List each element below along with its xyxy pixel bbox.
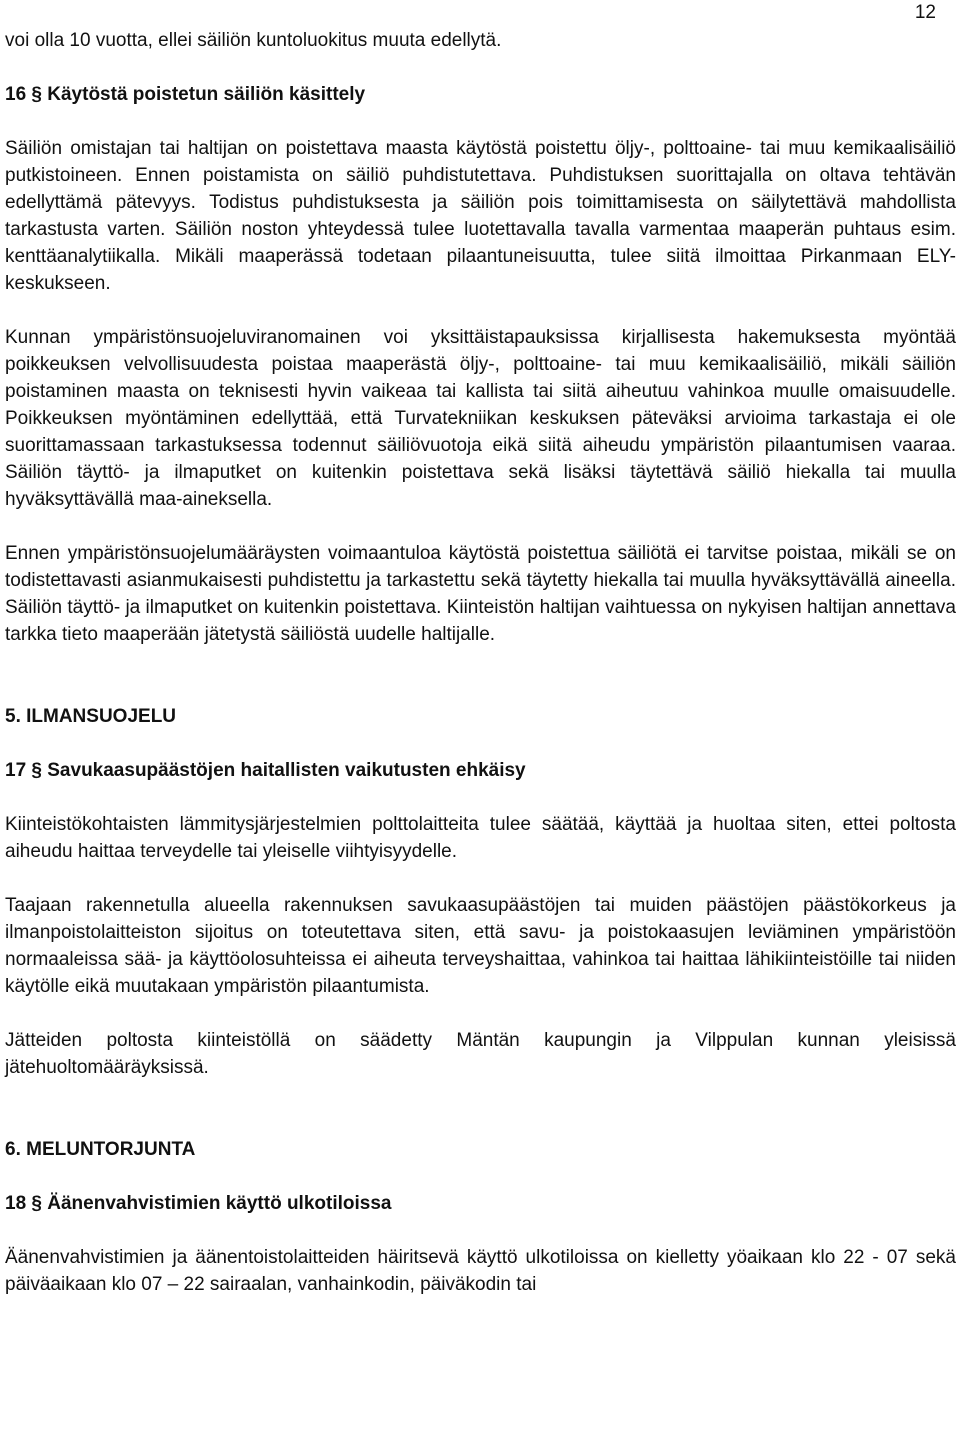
lead-text: voi olla 10 vuotta, ellei säiliön kuntoluokitus muuta edellytä. [5, 30, 502, 51]
page-number: 12 [914, 2, 936, 23]
section-17-heading: 17 § Savukaasupäästöjen haitallisten vaikutusten ehkäisy [5, 760, 526, 781]
document-body [5, 27, 956, 1298]
section-16-paragraph-2: Kunnan ympäristönsuojeluviranomainen voi yksittäistapauksissa kirjallisesta hakemuksesta myöntää poikkeuksen velvollisuudesta poistaa maaperästä öljy-, polttoaine- tai muu kemikaalisäiliö, mikäli säiliön poistaminen maasta on teknisesti hyvin vaikeaa tai kallista tai siitä aiheutuu vahinkoa muulle omaisuudelle. Poikkeuksen myöntäminen edellyttää, että Turvatekniikan keskuksen päteväksi arvioima tarkastaja ei ole suorittamassaan tarkastuksessa todennut säiliövuotoja eikä siitä aiheudu ympäristön pilaantumisen vaaraa. Säiliön täyttö- ja ilmaputket on kuitenkin poistettava sekä lisäksi täytettävä säiliö hiekalla tai muulla hyväksyttävällä maa-aineksella. [5, 327, 956, 510]
section-17-paragraph-2: Taajaan rakennetulla alueella rakennuksen savukaasupäästöjen tai muiden päästöjen päästökorkeus ja ilmanpoistolaitteiston sijoitus on toteutettava siten, että savu- ja poistokaasujen leviäminen ympäristöön normaaleissa sää- ja käyttöolosuhteissa ei aiheuta terveyshaittaa, vahinkoa tai haittaa lähikiinteistöille tai niiden käytölle eikä muutakaan ympäristön pilaantumista. [5, 895, 956, 997]
chapter-6-heading: 6. MELUNTORJUNTA [5, 1139, 196, 1160]
section-18-heading: 18 § Äänenvahvistimien käyttö ulkotiloissa [5, 1193, 392, 1214]
section-18-paragraph-1: Äänenvahvistimien ja äänentoistolaitteiden häiritsevä käyttö ulkotiloissa on kielletty yöaikaan klo 22 - 07 sekä päiväaikaan klo 07 – 22 sairaalan, vanhainkodin, päiväkodin tai [5, 1247, 956, 1295]
section-16-paragraph-1: Säiliön omistajan tai haltijan on poistettava maasta käytöstä poistettu öljy-, polttoaine- tai muu kemikaalisäiliö putkistoineen. Ennen poistamista on säiliö puhdistutettava. Puhdistuksen suorittajalla on oltava tehtävän edellyttämä pätevyys. Todistus puhdistuksesta ja säiliön pois toimittamisesta on säilytettävä mahdollista tarkastusta varten. Säiliön noston yhteydessä tulee luotettavalla tavalla varmentaa maaperän puhtaus esim. kenttäanalytiikalla. Mikäli maaperässä todetaan pilaantuneisuutta, tulee siitä ilmoittaa Pirkanmaan ELY-keskukseen. [5, 138, 956, 294]
section-16-heading: 16 § Käytöstä poistetun säiliön käsittely [5, 84, 366, 105]
section-17-paragraph-1: Kiinteistökohtaisten lämmitysjärjestelmien polttolaitteita tulee säätää, käyttää ja huoltaa siten, ettei poltosta aiheudu haittaa terveydelle tai yleiselle viihtyisyydelle. [5, 814, 956, 862]
chapter-5-heading: 5. ILMANSUOJELU [5, 706, 177, 727]
section-16-paragraph-3: Ennen ympäristönsuojelumääräysten voimaantuloa käytöstä poistettua säiliötä ei tarvitse poistaa, mikäli se on todistettavasti asianmukaisesti puhdistettu ja tarkastettu sekä täytetty hiekalla tai muulla hyväksyttävällä aineella. Säiliön täyttö- ja ilmaputket on kuitenkin poistettava. Kiinteistön haltijan vaihtuessa on nykyisen haltijan annettava tarkka tieto maaperään jätetystä säiliöstä uudelle haltijalle. [5, 543, 956, 645]
section-17-paragraph-3: Jätteiden poltosta kiinteistöllä on säädetty Mäntän kaupungin ja Vilppulan kunnan yleisissä jätehuoltomääräyksissä. [5, 1030, 956, 1078]
